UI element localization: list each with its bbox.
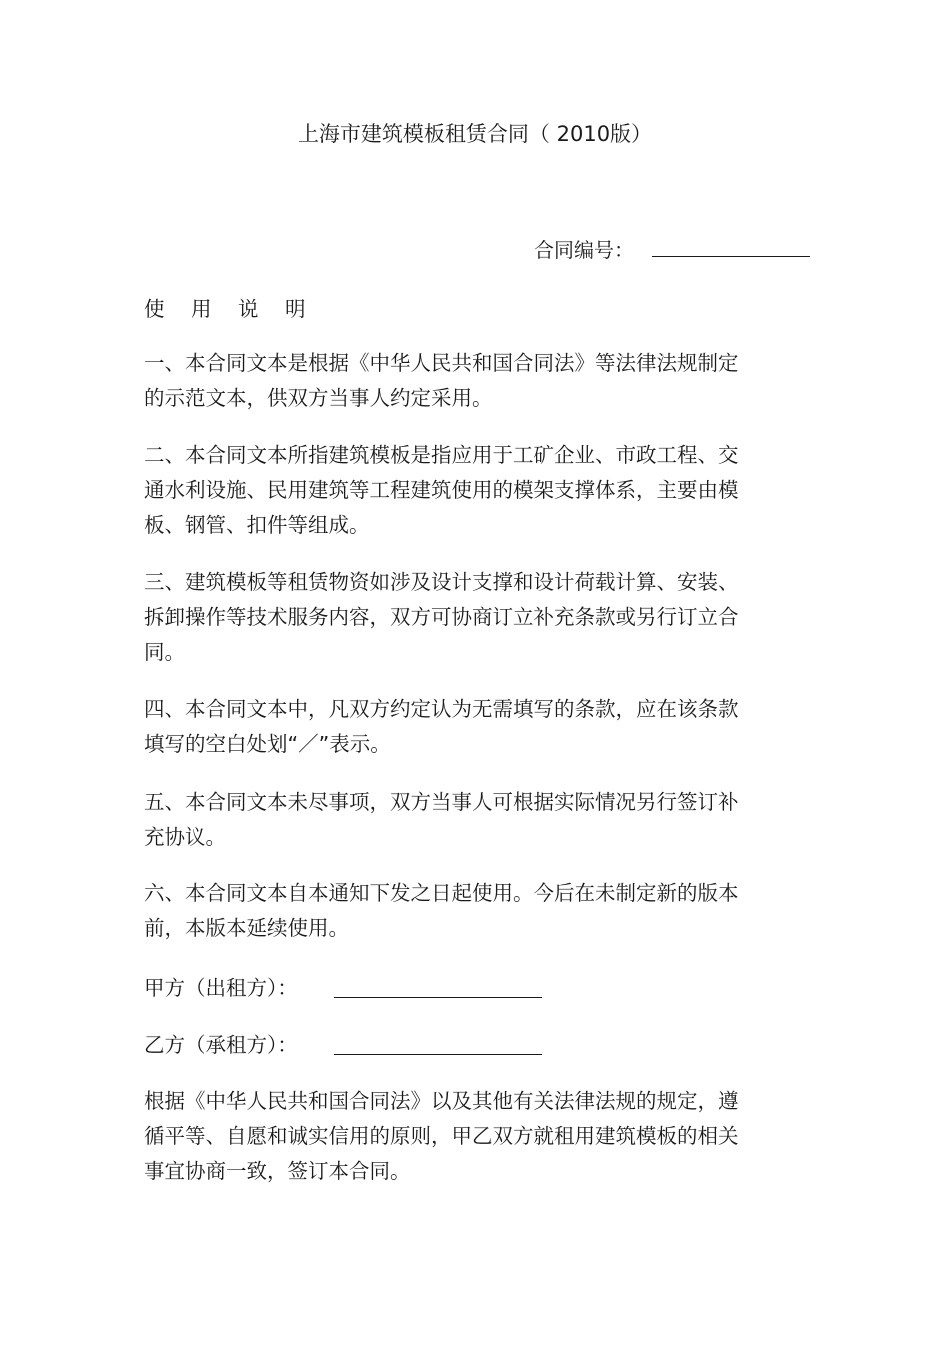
instruction-item-4-text: 四、本合同文本中，凡双方约定认为无需填写的条款，应在该条款填写的空白处划“／”表示。 (144, 697, 739, 756)
instruction-item-6 (144, 876, 744, 946)
instruction-item-1 (144, 346, 744, 416)
party-b-field (144, 1031, 298, 1059)
instructions-heading: 使 用 说 明 (144, 297, 316, 321)
instruction-item-6-text: 六、本合同文本自本通知下发之日起使用。今后在未制定新的版本前，本版本延续使用。 (144, 881, 739, 940)
party-b-blank[interactable] (334, 1031, 542, 1055)
instruction-item-2-text: 二、本合同文本所指建筑模板是指应用于工矿企业、市政工程、交通水利设施、民用建筑等工程建筑使用的模架支撑体系，主要由模板、钢管、扣件等组成。 (144, 443, 739, 537)
contract-number-label: 合同编号： (534, 238, 634, 262)
instruction-item-5 (144, 785, 744, 855)
instruction-item-4 (144, 692, 744, 762)
party-a-blank[interactable] (334, 974, 542, 998)
instruction-item-2 (144, 438, 744, 543)
document-title: 上海市建筑模板租赁合同（ 2010版） (297, 122, 653, 146)
instruction-item-1-text: 一、本合同文本是根据《中华人民共和国合同法》等法律法规制定的示范文本，供双方当事人约定采用。 (144, 351, 739, 410)
party-b-label: 乙方（承租方）： (144, 1033, 298, 1057)
party-a-field (144, 974, 298, 1002)
instruction-item-3 (144, 565, 744, 670)
preamble-text: 根据《中华人民共和国合同法》以及其他有关法律法规的规定，遵循平等、自愿和诚实信用的原则，甲乙双方就租用建筑模板的相关事宜协商一致，签订本合同。 (144, 1089, 739, 1183)
contract-number-blank[interactable] (652, 236, 810, 257)
party-a-label: 甲方（出租方）： (144, 976, 298, 1000)
contract-number-field (534, 236, 810, 264)
preamble-paragraph (144, 1084, 744, 1189)
instruction-item-5-text: 五、本合同文本未尽事项，双方当事人可根据实际情况另行签订补充协议。 (144, 790, 739, 849)
instruction-item-3-text: 三、建筑模板等租赁物资如涉及设计支撑和设计荷载计算、安装、拆卸操作等技术服务内容，双方可协商订立补充条款或另行订立合同。 (144, 570, 739, 664)
